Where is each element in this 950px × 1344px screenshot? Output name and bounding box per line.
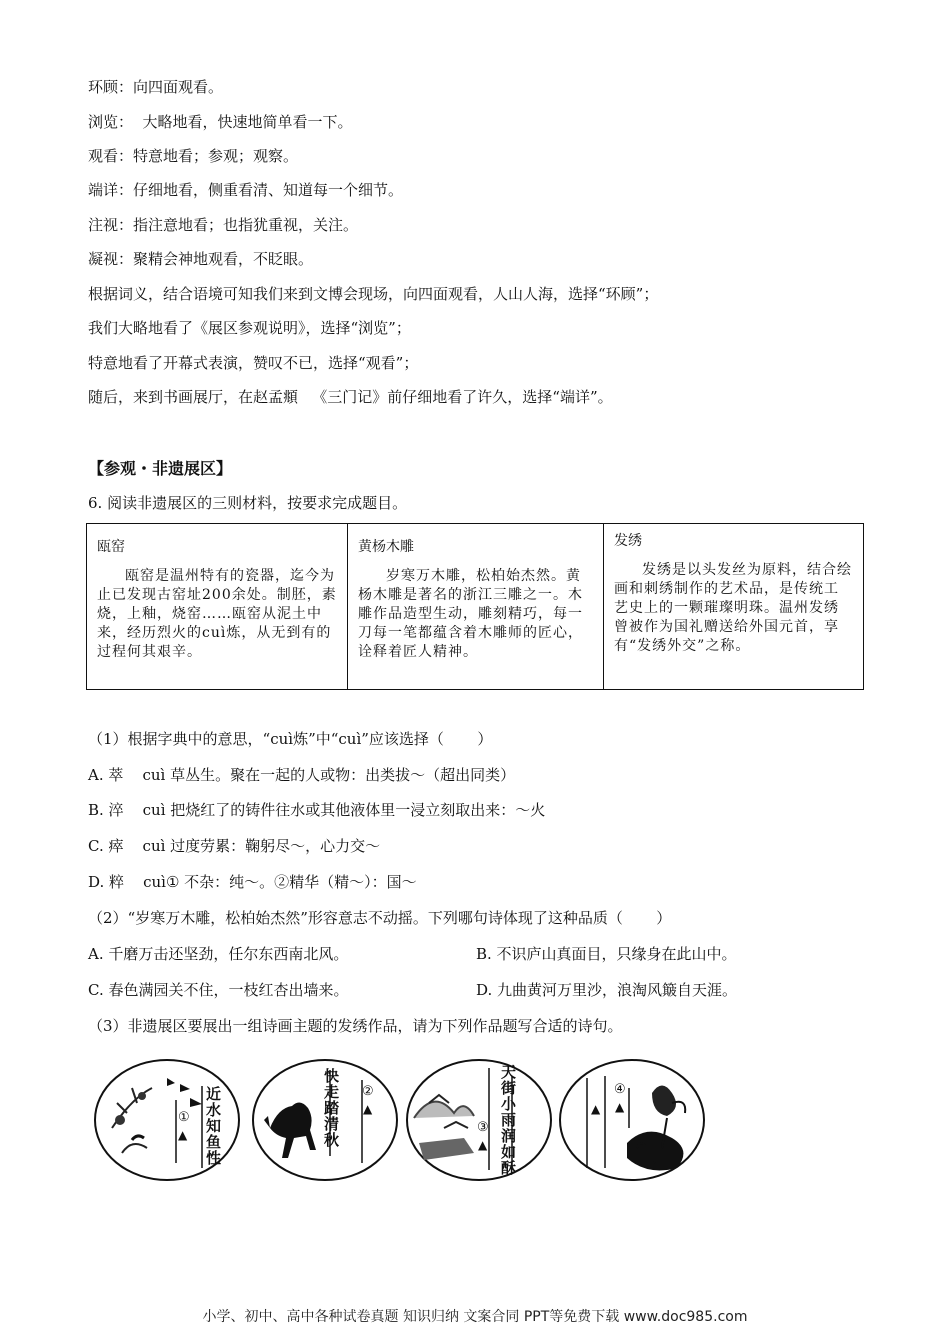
material-ouyao — [87, 524, 348, 690]
analysis-line: 随后，来到书画展厅，在赵孟頫 《三门记》前仔细地看了许久，选择“端详”。 — [88, 388, 613, 406]
option-a: A. 千磨万击还坚劲，任尔东西南北风。 — [88, 945, 349, 963]
option-c: C. 瘁 cuì 过度劳累：鞠躬尽～，心力交～ — [88, 837, 381, 855]
artwork-1 — [92, 1058, 242, 1183]
artwork-number: ④ — [614, 1082, 626, 1097]
definition-line: 观看：特意地看；参观；观察。 — [88, 147, 299, 165]
answer-blank-marker: ▲ — [478, 1138, 488, 1152]
material-faxiu — [604, 524, 864, 690]
materials-table — [86, 523, 864, 690]
analysis-line: 特意地看了开幕式表演，赞叹不已，选择“观看”； — [88, 354, 419, 372]
artwork-4-image — [557, 1058, 707, 1183]
artwork-number: ③ — [477, 1120, 489, 1135]
artwork-poem: 近水知鱼性 — [204, 1086, 222, 1166]
artwork-number: ② — [362, 1084, 374, 1099]
artwork-poem: 快走踏清秋 — [322, 1068, 340, 1148]
analysis-line: 我们大略地看了《展区参观说明》，选择“浏览”； — [88, 319, 411, 337]
artwork-number: ① — [178, 1110, 190, 1125]
analysis-line: 根据词义，结合语境可知我们来到文博会现场，向四面观看，人山人海，选择“环顾”； — [88, 285, 659, 303]
artwork-2 — [250, 1058, 400, 1183]
option-b: B. 不识庐山真面目，只缘身在此山中。 — [476, 945, 737, 963]
definition-line: 环顾：向四面观看。 — [88, 78, 224, 96]
material-title: 瓯窑 — [97, 539, 125, 555]
footer-text: 小学、初中、高中各种试卷真题 知识归纳 文案合同 PPT等免费下载 www.doc985.com — [202, 1309, 748, 1325]
answer-blank-marker: ▲ — [178, 1128, 188, 1142]
material-text: 发绣是以头发丝为原料，结合绘画和刺绣制作的艺术品，是传统工艺史上的一颗璀璨明珠。温州发绣曾被作为国礼赠送给外国元首，享有“发绣外交”之称。 — [614, 562, 852, 654]
material-text: 岁寒万木雕，松柏始杰然。黄杨木雕是著名的浙江三雕之一。木雕作品造型生动，雕刻精巧，每一刀每一笔都蕴含着木雕师的匠心，诠释着匠人精神。 — [358, 568, 583, 660]
question-3-stem: （3）非遗展区要展出一组诗画主题的发绣作品，请为下列作品题写合适的诗句。 — [88, 1017, 623, 1035]
question-2-stem: （2）“岁寒万木雕，松柏始杰然”形容意志不动摇。下列哪句诗体现了这种品质（ ） — [88, 909, 672, 927]
material-text: 瓯窑是温州特有的瓷器，迄今为止已发现古窑址200余处。制胚，素烧，上釉，烧窑……瓯窑从泥土中来，经历烈火的cuì炼，从无到有的过程何其艰辛。 — [97, 568, 337, 660]
option-d: D. 粹 cuì① 不杂：纯～。②精华（精～）：国～ — [88, 873, 417, 891]
section-title: 【参观・非遗展区】 — [88, 459, 233, 478]
definition-line: 端详：仔细地看，侧重看清、知道每一个细节。 — [88, 181, 404, 199]
question-6-stem: 6. 阅读非遗展区的三则材料，按要求完成题目。 — [88, 494, 408, 512]
material-huangyang — [348, 524, 604, 690]
artwork-3 — [404, 1058, 554, 1183]
option-d: D. 九曲黄河万里沙，浪淘风簸自天涯。 — [476, 981, 738, 999]
material-title: 发绣 — [614, 533, 642, 549]
definition-line: 凝视：聚精会神地观看，不眨眼。 — [88, 250, 314, 268]
answer-blank-marker: ▲ — [591, 1102, 601, 1116]
option-c: C. 春色满园关不住，一枝红杏出墙来。 — [88, 981, 349, 999]
answer-blank-marker: ▲ — [615, 1100, 625, 1114]
answer-blank-marker: ▲ — [363, 1102, 373, 1116]
artwork-4 — [557, 1058, 707, 1183]
option-a: A. 萃 cuì 草丛生。聚在一起的人或物：出类拔～（超出同类） — [88, 766, 516, 784]
material-title: 黄杨木雕 — [358, 539, 414, 555]
artwork-poem: 天街小雨润如酥 — [499, 1064, 517, 1176]
option-b: B. 淬 cuì 把烧红了的铸件往水或其他液体里一浸立刻取出来：～火 — [88, 801, 546, 819]
definition-line: 浏览： 大略地看，快速地简单看一下。 — [88, 113, 353, 131]
definition-line: 注视：指注意地看；也指犹重视，关注。 — [88, 216, 359, 234]
question-1-stem: （1）根据字典中的意思，“cuì炼”中“cuì”应该选择（ ） — [88, 730, 493, 748]
